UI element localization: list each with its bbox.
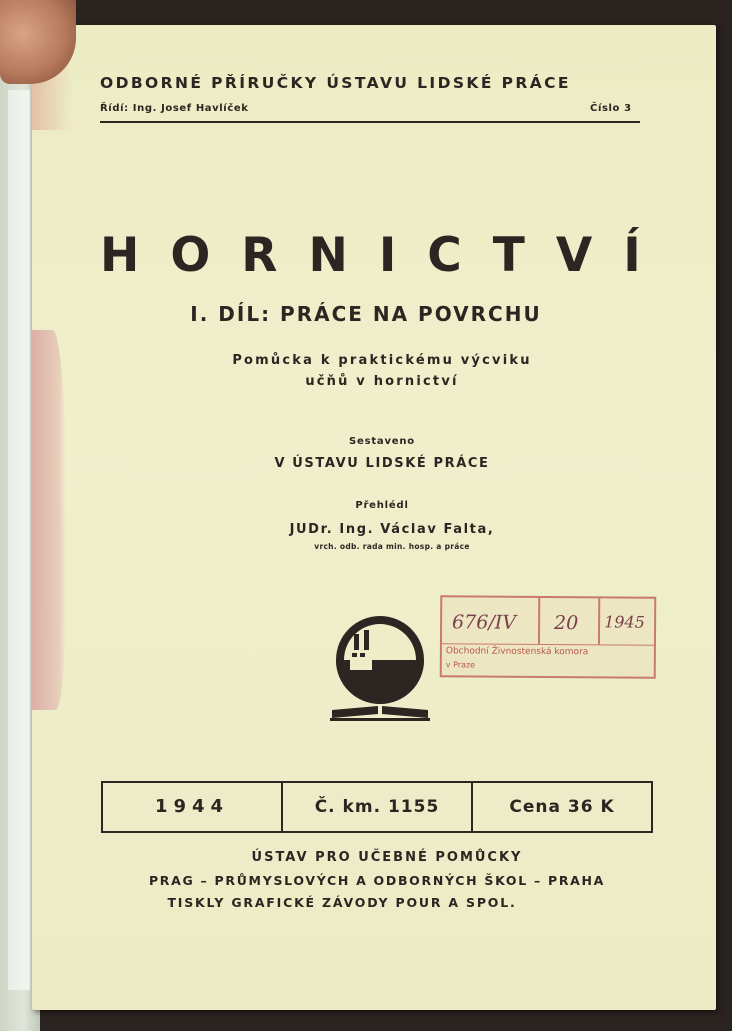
series-editor: Řídí: Ing. Josef Havlíček [100, 103, 249, 114]
stamp-city: v Praze [445, 660, 476, 670]
publisher-logo-icon [328, 612, 432, 726]
stamp-chamber-name: Obchodní Živnostenská komora [445, 646, 589, 658]
reviewed-label: Přehlédl [355, 500, 409, 511]
description-line-1: Pomůcka k praktickému výcviku [232, 353, 532, 368]
header-rule [100, 121, 640, 123]
stamp-day: 20 [554, 612, 579, 635]
compiled-label: Sestaveno [349, 436, 415, 447]
book-title: HORNICTVÍ [100, 228, 672, 283]
printer-line: TISKLY GRAFICKÉ ZÁVODY POUR A SPOL. [167, 895, 517, 910]
stamp-reference-number: 676/IV [452, 611, 517, 634]
price: Cena 36 K [509, 797, 615, 817]
stamp-year: 1945 [604, 612, 645, 632]
reviewer-role: vrch. odb. rada min. hosp. a práce [314, 542, 470, 551]
publication-info-box [101, 781, 653, 833]
publisher-line-1: ÚSTAV PRO UČEBNÉ POMŮCKY [251, 850, 523, 865]
publication-year: 1944 [154, 796, 230, 817]
book-subtitle: I. DÍL: PRÁCE NA POVRCHU [190, 302, 542, 326]
stamp-divider [598, 598, 600, 644]
compiled-by: V ÚSTAVU LIDSKÉ PRÁCE [274, 456, 490, 471]
series-number: Číslo 3 [590, 103, 632, 114]
registration-stamp [440, 595, 657, 679]
reviewer-name: JUDr. Ing. Václav Falta, [289, 522, 495, 537]
description-line-2: učňů v hornictví [305, 374, 459, 389]
stamp-divider [538, 598, 540, 644]
catalog-number: Č. km. 1155 [314, 797, 440, 817]
series-title: ODBORNÉ PŘÍRUČKY ÚSTAVU LIDSKÉ PRÁCE [100, 74, 571, 92]
publisher-line-2: PRAG – PRŮMYSLOVÝCH A ODBORNÝCH ŠKOL – PRAHA [148, 873, 606, 888]
